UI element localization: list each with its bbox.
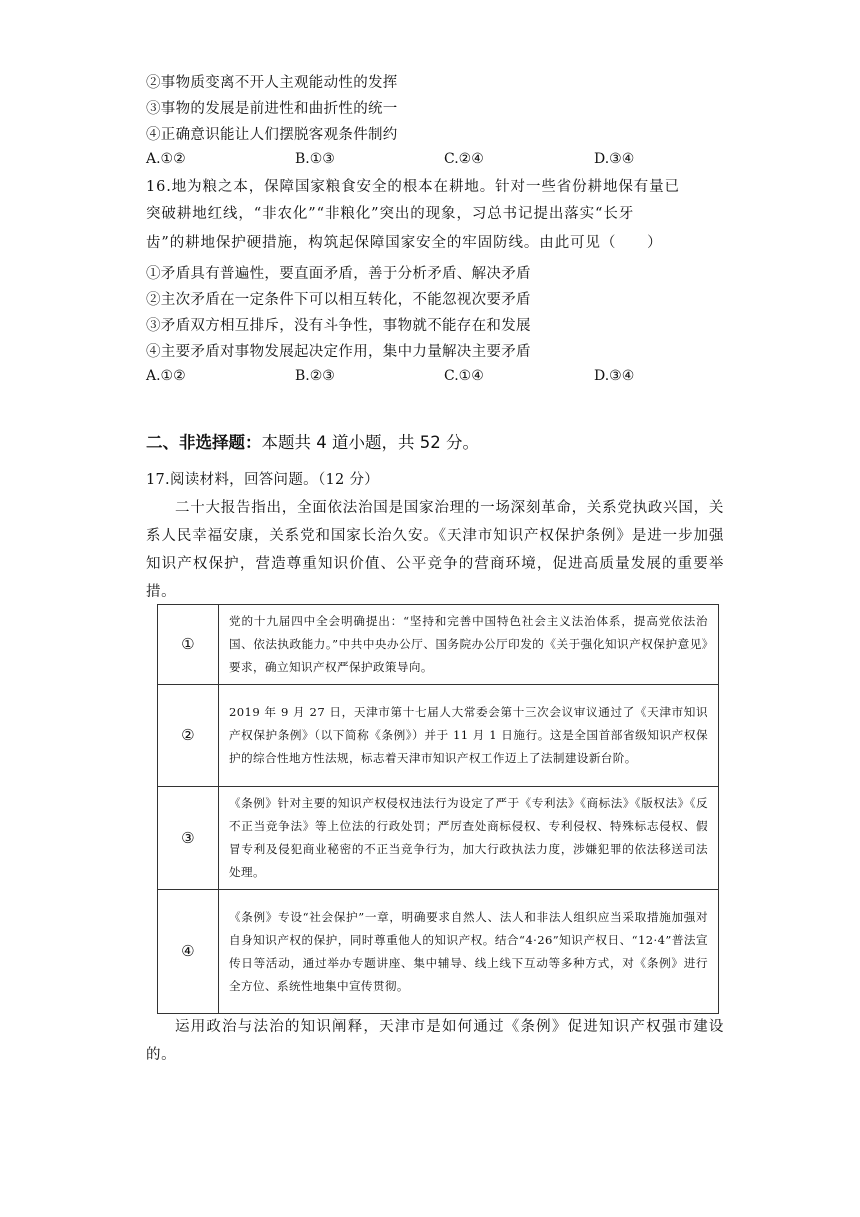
row-number: ② — [158, 685, 219, 787]
section-heading — [146, 432, 479, 454]
q17-question: 运用政治与法治的知识阐释，天津市是如何通过《条例》促进知识产权强市建设的。 — [146, 1019, 724, 1063]
table-row — [158, 605, 719, 685]
q16-statement-2: ②主次矛盾在一定条件下可以相互转化，不能忽视次要矛盾 — [146, 292, 531, 308]
q17-stem: 17.阅读材料，回答问题。（12 分） — [146, 472, 380, 488]
q16-statement-3: ③矛盾双方相互排斥，没有斗争性，事物就不能存在和发展 — [146, 318, 531, 334]
row-text: 2019 年 9 月 27 日，天津市第十七届人大常委会第十三次会议审议通过了《天津市知识产权保护条例》（以下简称《条例》）并于 11 月 1 日施行。这是全国首部省级知识产权保护的综合性地方性法规，标志着天津市知识产权工作迈上了法制建设新台阶。 — [219, 685, 719, 787]
table-row — [158, 787, 719, 890]
prev-option-d: D.③④ — [594, 151, 635, 167]
q16-option-a: A.①② — [146, 368, 186, 384]
row-number: ④ — [158, 890, 219, 1014]
q16-stem-line-3: 齿”的耕地保护硬措施，构筑起保障国家安全的牢固防线。由此可见（ ） — [146, 235, 663, 251]
q16-statement-1: ①矛盾具有普遍性，要直面矛盾，善于分析矛盾、解决矛盾 — [146, 266, 531, 282]
row-text: 《条例》针对主要的知识产权侵权违法行为设定了严于《专利法》《商标法》《版权法》《反不正当竞争法》等上位法的行政处罚；严厉查处商标侵权、专利侵权、特殊标志侵权、假冒专利及侵犯商业秘密的不正当竞争行为，加大行政执法力度，涉嫌犯罪的依法移送司法处理。 — [219, 787, 719, 890]
q16-option-c: C.①④ — [444, 368, 484, 384]
q16-option-d: D.③④ — [594, 368, 635, 384]
q16-statement-4: ④主要矛盾对事物发展起决定作用，集中力量解决主要矛盾 — [146, 344, 531, 360]
row-text: 《条例》专设“社会保护”一章，明确要求自然人、法人和非法人组织应当采取措施加强对自身知识产权的保护，同时尊重他人的知识产权。结合“4·26”知识产权日、“12·4”普法宣传日等活动，通过举办专题讲座、集中辅导、线上线下互动等多种方式，对《条例》进行全方位、系统性地集中宣传贯彻。 — [219, 890, 719, 1014]
prev-option-a: A.①② — [146, 151, 186, 167]
q16-option-b: B.②③ — [295, 368, 335, 384]
prev-statement-3: ③事物的发展是前进性和曲折性的统一 — [146, 101, 398, 117]
prev-option-c: C.②④ — [444, 151, 484, 167]
row-number: ① — [158, 605, 219, 685]
q16-options — [146, 368, 706, 388]
q17-intro-paragraph: 二十大报告指出，全面依法治国是国家治理的一场深刻革命，关系党执政兴国，关系人民幸福安康，关系党和国家长治久安。《天津市知识产权保护条例》是进一步加强知识产权保护，营造尊重知识价值、公平竞争的营商环境，促进高质量发展的重要举措。 — [146, 500, 724, 600]
q16-stem-line-1: 16.地为粮之本，保障国家粮食安全的根本在耕地。针对一些省份耕地保有量已 — [146, 179, 680, 195]
material-table — [157, 604, 719, 1014]
prev-statement-4: ④正确意识能让人们摆脱客观条件制约 — [146, 127, 398, 143]
prev-statement-2: ②事物质变离不开人主观能动性的发挥 — [146, 75, 398, 91]
section-heading-bold: 二、非选择题： — [146, 433, 262, 452]
q16-stem-line-2: 突破耕地红线，“非农化”“非粮化”突出的现象，习总书记提出落实“长牙 — [146, 206, 635, 222]
prev-option-b: B.①③ — [295, 151, 335, 167]
row-number: ③ — [158, 787, 219, 890]
table-row — [158, 685, 719, 787]
row-text: 党的十九届四中全会明确提出：“坚持和完善中国特色社会主义法治体系，提高党依法治国、依法执政能力。”中共中央办公厅、国务院办公厅印发的《关于强化知识产权保护意见》要求，确立知识产权严保护政策导向。 — [219, 605, 719, 685]
section-heading-rest: 本题共 4 道小题，共 52 分。 — [261, 433, 479, 452]
prev-options — [146, 151, 706, 171]
table-row — [158, 890, 719, 1014]
